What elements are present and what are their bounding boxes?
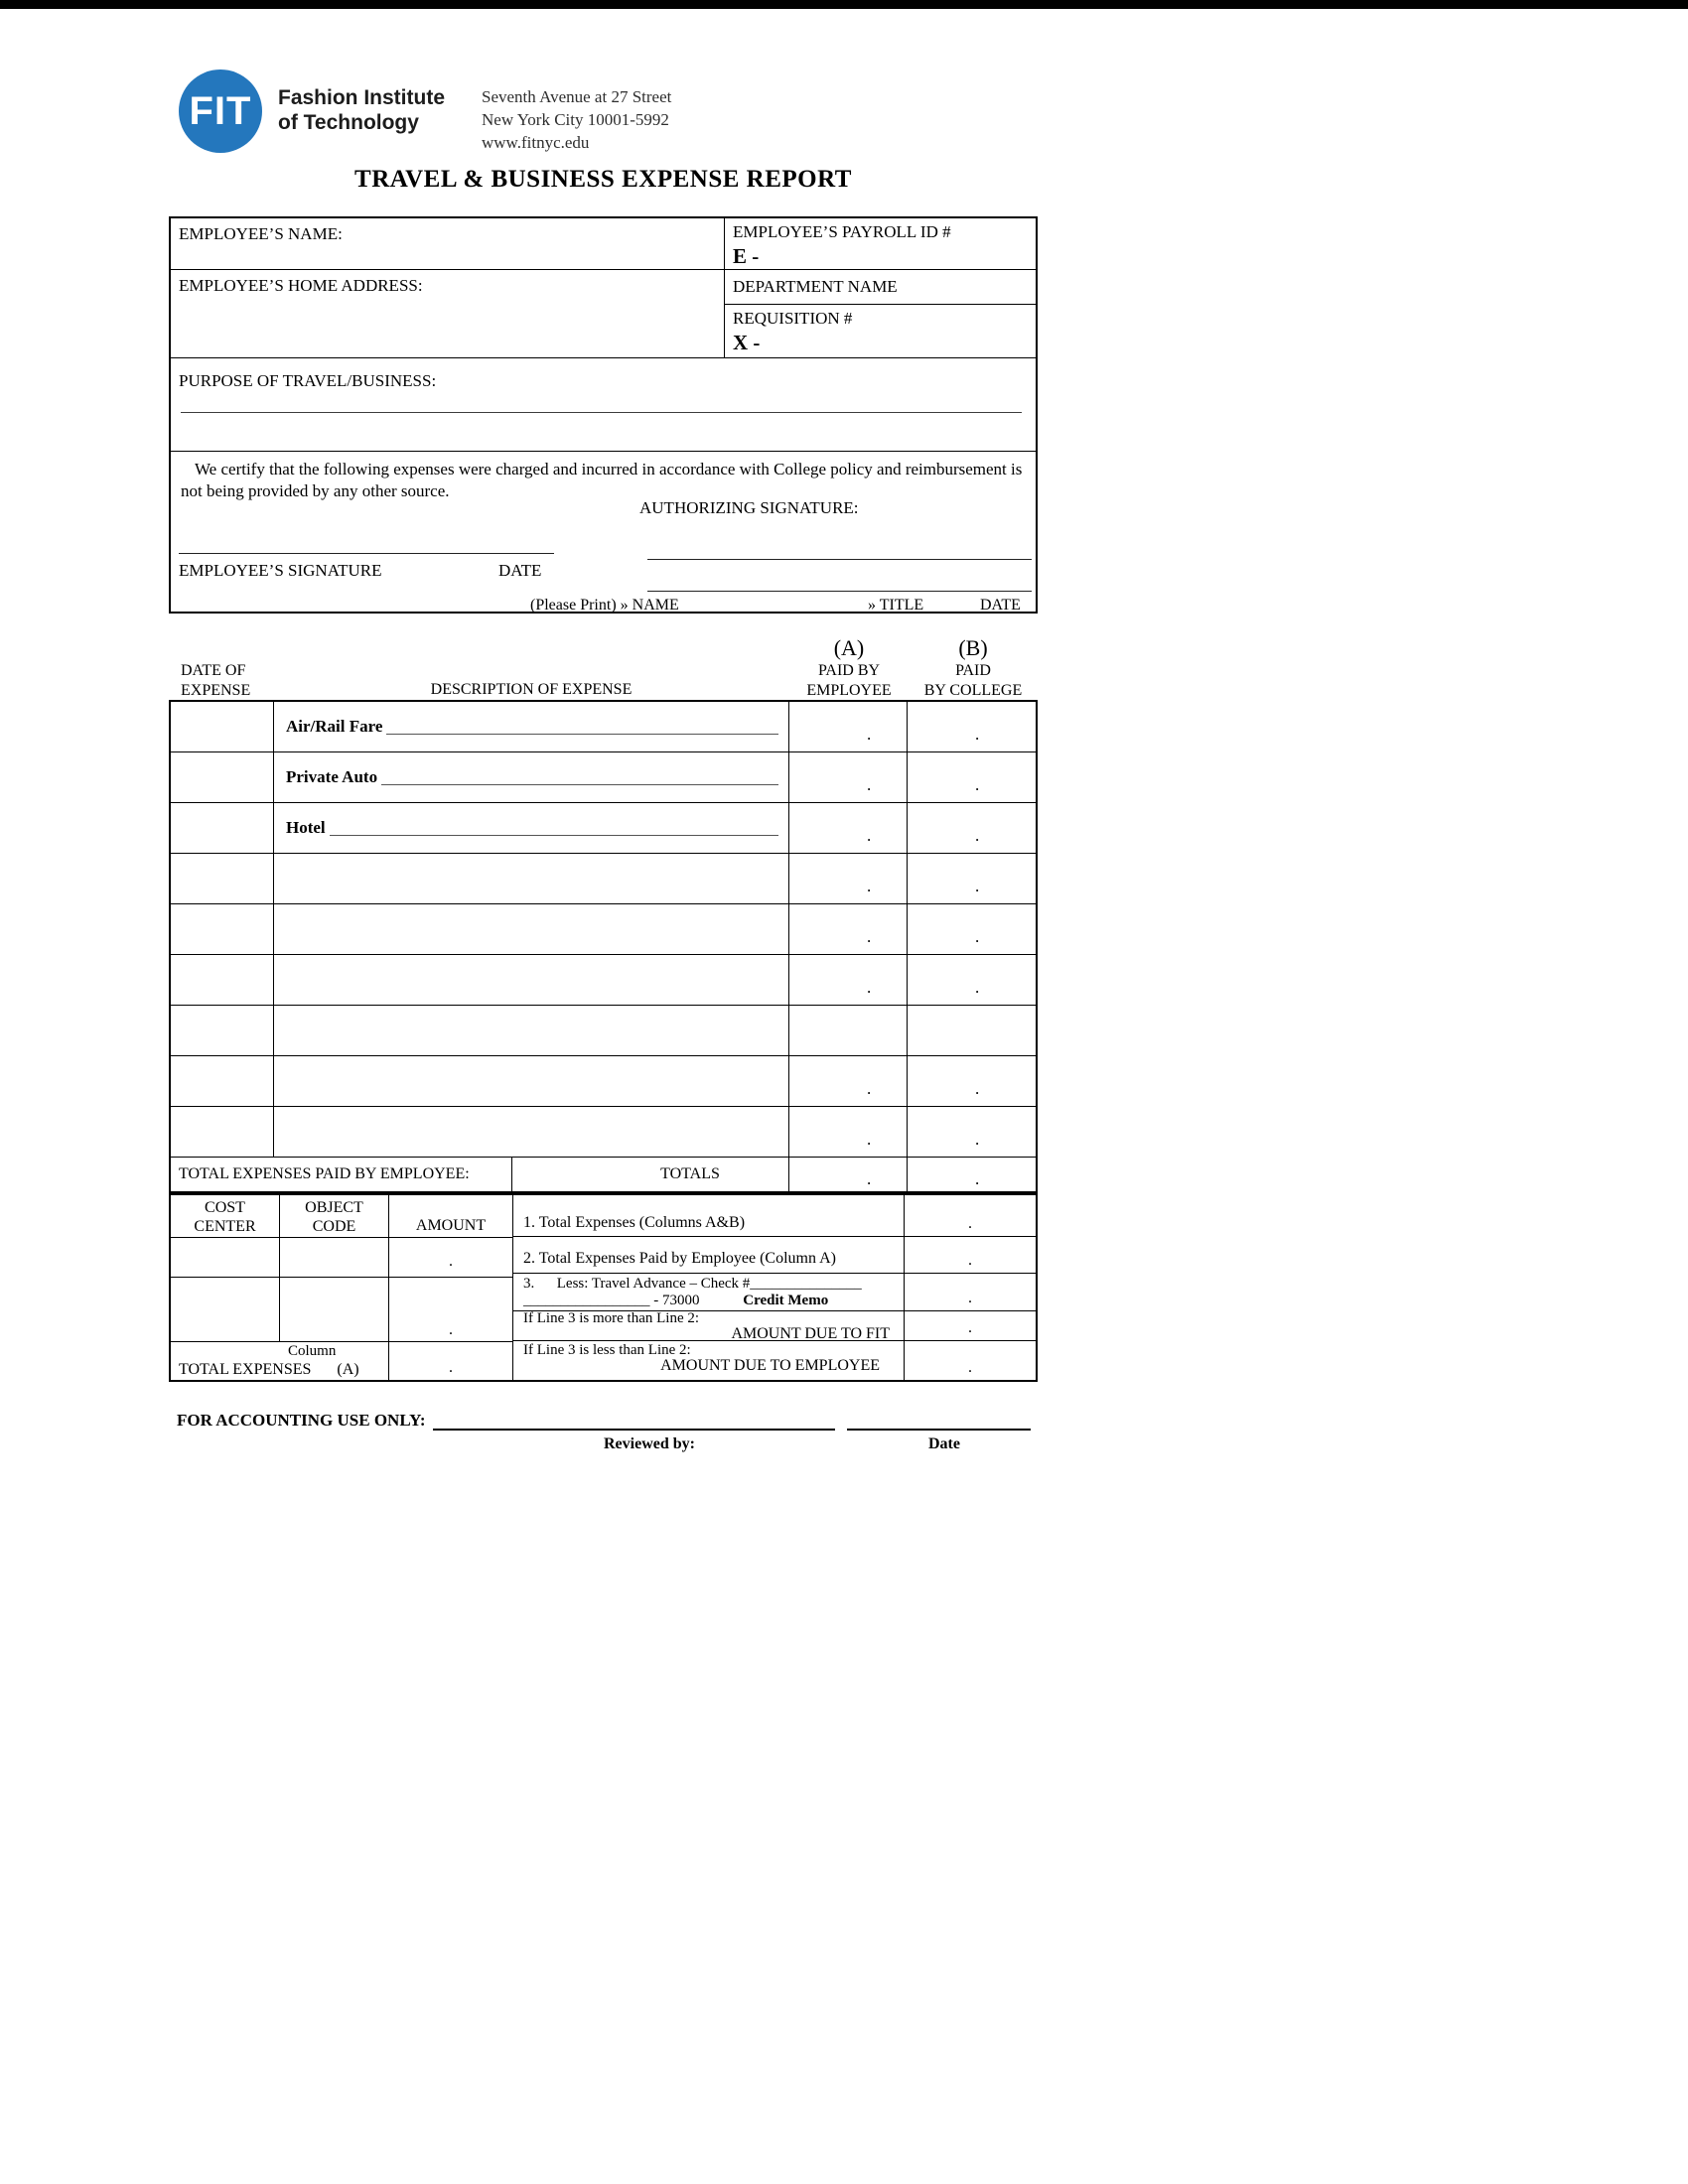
cost-center-grid xyxy=(171,1195,513,1380)
org-address xyxy=(482,85,671,154)
decimal-point: . xyxy=(867,978,872,997)
total-paid-by-employee-label: TOTAL EXPENSES PAID BY EMPLOYEE: xyxy=(171,1158,512,1191)
expense-fill-line xyxy=(381,784,778,785)
expense-label: Private Auto xyxy=(286,767,378,786)
date-of-expense-heading-line1: DATE OF xyxy=(181,662,246,679)
line-1-amount-cell xyxy=(905,1195,1036,1236)
employee-name-label: EMPLOYEE’S NAME: xyxy=(179,224,343,243)
paid-by-college-heading xyxy=(909,661,1038,701)
signature-date-label: DATE xyxy=(498,561,542,580)
cost-center-header-line2: CENTER xyxy=(194,1218,256,1235)
totals-amount-cell-b xyxy=(908,1158,1036,1191)
payroll-id-prefix: E - xyxy=(733,244,760,268)
employee-signature-label: EMPLOYEE’S SIGNATURE xyxy=(179,561,382,580)
expense-date-cell xyxy=(171,955,274,1005)
line-4-label xyxy=(513,1311,905,1340)
expense-row xyxy=(171,854,1036,904)
amount-cell-a xyxy=(789,702,908,751)
object-code-cell xyxy=(280,1278,389,1341)
line-2-label xyxy=(513,1237,905,1273)
cost-center-header-row xyxy=(171,1195,512,1238)
decimal-point: . xyxy=(449,1321,453,1338)
expense-description-cell xyxy=(274,803,789,853)
home-address-field xyxy=(171,270,724,357)
expense-fill-line xyxy=(386,734,778,735)
purpose-label: PURPOSE OF TRAVEL/BUSINESS: xyxy=(179,371,437,390)
decimal-point: . xyxy=(975,978,980,997)
decimal-point: . xyxy=(975,1169,980,1188)
amount-cell-b xyxy=(908,955,1036,1005)
amount-cell-a xyxy=(789,904,908,954)
total-expenses-text: TOTAL EXPENSES xyxy=(179,1361,312,1378)
purpose-field xyxy=(171,357,1036,451)
expense-date-cell xyxy=(171,803,274,853)
page-title: TRAVEL & BUSINESS EXPENSE REPORT xyxy=(354,166,852,193)
decimal-point: . xyxy=(975,725,980,744)
payroll-id-field xyxy=(725,218,1036,270)
employee-info-table xyxy=(169,216,1038,614)
decimal-point: . xyxy=(867,1079,872,1098)
line-1-label xyxy=(513,1195,905,1236)
description-heading: DESCRIPTION OF EXPENSE xyxy=(430,681,633,698)
amount-cell-a xyxy=(789,1006,908,1055)
expense-table xyxy=(169,700,1038,1193)
cost-center-header-line1: COST xyxy=(205,1199,245,1216)
employee-info-left-column xyxy=(171,218,725,357)
object-code-header-line1: OBJECT xyxy=(305,1199,363,1216)
line-4-condition: If Line 3 is more than Line 2: xyxy=(523,1310,700,1326)
print-name-label: (Please Print) » NAME xyxy=(530,597,679,614)
home-address-label: EMPLOYEE’S HOME ADDRESS: xyxy=(179,276,423,295)
column-a-letter: (A) xyxy=(833,635,865,660)
authorizing-signature-line xyxy=(647,559,1032,560)
line-3-amount-cell xyxy=(905,1274,1036,1310)
amount-header-label: AMOUNT xyxy=(415,1217,487,1234)
cost-center-cell xyxy=(171,1238,280,1277)
total-expenses-cell xyxy=(171,1342,389,1380)
line-5-condition: If Line 3 is less than Line 2: xyxy=(523,1342,691,1358)
paid-by-employee-heading-line2: EMPLOYEE xyxy=(806,682,892,699)
payroll-id-label: EMPLOYEE’S PAYROLL ID # xyxy=(733,222,951,241)
employee-name-field xyxy=(171,218,724,270)
requisition-field xyxy=(725,305,1036,359)
cost-center-row xyxy=(171,1278,512,1342)
expense-date-cell xyxy=(171,1006,274,1055)
org-name xyxy=(278,85,445,135)
decimal-point: . xyxy=(975,1130,980,1149)
amount-cell-b xyxy=(908,1006,1036,1055)
expense-description-cell xyxy=(274,1056,789,1106)
line-5-amount-due-employee xyxy=(513,1341,1036,1380)
fit-logo xyxy=(179,69,262,153)
totals-row xyxy=(171,1158,1036,1191)
amount-cell-a xyxy=(789,955,908,1005)
total-expenses-a-mark: (A) xyxy=(337,1361,359,1378)
expense-label: Air/Rail Fare xyxy=(286,717,383,736)
line-5-label xyxy=(513,1341,905,1380)
amount-cell xyxy=(389,1278,512,1341)
amount-cell-b xyxy=(908,1107,1036,1157)
amount-due-fit-label: AMOUNT DUE TO FIT xyxy=(731,1325,890,1342)
expense-row xyxy=(171,803,1036,854)
decimal-point: . xyxy=(968,1290,972,1306)
expense-description-cell xyxy=(274,854,789,903)
expense-description-cell xyxy=(274,1107,789,1157)
decimal-point: . xyxy=(968,1215,972,1232)
amount-cell xyxy=(389,1238,512,1277)
expense-row xyxy=(171,1107,1036,1158)
paid-by-employee-heading xyxy=(789,661,909,701)
date-of-expense-heading xyxy=(181,661,250,701)
decimal-point: . xyxy=(968,1319,972,1336)
decimal-point: . xyxy=(975,775,980,794)
amount-cell-b xyxy=(908,702,1036,751)
requisition-prefix: X - xyxy=(733,331,761,354)
expense-row xyxy=(171,955,1036,1006)
expense-description-cell xyxy=(274,702,789,751)
line-2-total-paid-employee xyxy=(513,1237,1036,1274)
employee-info-upper xyxy=(171,218,1036,357)
amount-cell-b xyxy=(908,752,1036,802)
expense-row xyxy=(171,752,1036,803)
expense-report-page xyxy=(169,0,1038,2184)
requisition-label: REQUISITION # xyxy=(733,309,853,328)
line-1-total-expenses xyxy=(513,1195,1036,1237)
review-date-label: Date xyxy=(928,1435,960,1452)
expense-fill-line xyxy=(330,835,778,836)
authorizer-date-label: DATE xyxy=(980,597,1021,614)
cost-center-cell xyxy=(171,1278,280,1341)
org-name-line2: of Technology xyxy=(278,111,419,134)
employee-info-right-column xyxy=(725,218,1036,357)
expense-row xyxy=(171,904,1036,955)
line-2-amount-cell xyxy=(905,1237,1036,1273)
org-address-url: www.fitnyc.edu xyxy=(482,133,590,152)
expense-date-cell xyxy=(171,904,274,954)
reconciliation-section xyxy=(513,1195,1036,1380)
accounting-summary-table xyxy=(169,1193,1038,1382)
expense-description-cell xyxy=(274,955,789,1005)
decimal-point: . xyxy=(867,826,872,845)
purpose-fill-line xyxy=(181,412,1022,413)
expense-date-cell xyxy=(171,854,274,903)
decimal-point: . xyxy=(867,1169,872,1188)
line-1-text: 1. Total Expenses (Columns A&B) xyxy=(523,1214,746,1231)
paid-by-college-heading-line1: PAID xyxy=(955,662,991,679)
line-3-text-2: _________________ - 73000 xyxy=(523,1293,700,1308)
authorizer-title-label: » TITLE xyxy=(868,597,924,614)
line-3-label xyxy=(513,1274,905,1310)
certification-section xyxy=(171,451,1036,612)
amount-cell-a xyxy=(789,752,908,802)
total-expenses-row xyxy=(171,1342,512,1380)
amount-cell xyxy=(389,1342,512,1380)
accounting-use-only-row xyxy=(177,1411,1031,1431)
decimal-point: . xyxy=(975,826,980,845)
column-label: Column xyxy=(288,1343,337,1359)
fit-logo-text: FIT xyxy=(189,88,252,133)
cost-center-row xyxy=(171,1238,512,1278)
amount-header xyxy=(389,1195,512,1237)
org-address-line1: Seventh Avenue at 27 Street xyxy=(482,87,672,106)
amount-cell-a xyxy=(789,1107,908,1157)
date-of-expense-heading-line2: EXPENSE xyxy=(181,682,251,699)
line-4-amount-cell xyxy=(905,1311,1036,1340)
department-field xyxy=(725,270,1036,305)
expense-row xyxy=(171,1006,1036,1056)
object-code-cell xyxy=(280,1238,389,1277)
decimal-point: . xyxy=(449,1359,453,1376)
column-b-letter: (B) xyxy=(958,635,988,660)
certification-text: We certify that the following expenses were charged and incurred in accordance with College policy and reimbursement is not being provided by any other source. xyxy=(181,460,1023,500)
org-address-line2: New York City 10001-5992 xyxy=(482,110,669,129)
decimal-point: . xyxy=(867,725,872,744)
expense-date-cell xyxy=(171,1107,274,1157)
decimal-point: . xyxy=(968,1359,972,1376)
paid-by-employee-heading-line1: PAID BY xyxy=(817,662,881,679)
expense-date-cell xyxy=(171,702,274,751)
paid-by-college-heading-line2: BY COLLEGE xyxy=(923,682,1023,699)
review-date-line xyxy=(847,1417,1031,1431)
cost-center-header xyxy=(171,1195,280,1237)
expense-row xyxy=(171,702,1036,752)
object-code-header xyxy=(280,1195,389,1237)
amount-due-employee-label: AMOUNT DUE TO EMPLOYEE xyxy=(660,1357,880,1374)
expense-description-cell xyxy=(274,752,789,802)
decimal-point: . xyxy=(975,1079,980,1098)
amount-cell-b xyxy=(908,1056,1036,1106)
amount-cell-a xyxy=(789,803,908,853)
expense-date-cell xyxy=(171,1056,274,1106)
line-4-amount-due-fit xyxy=(513,1311,1036,1341)
amount-cell-a xyxy=(789,854,908,903)
decimal-point: . xyxy=(867,775,872,794)
amount-cell-b xyxy=(908,904,1036,954)
department-label: DEPARTMENT NAME xyxy=(733,277,898,296)
decimal-point: . xyxy=(867,877,872,895)
decimal-point: . xyxy=(867,927,872,946)
decimal-point: . xyxy=(449,1252,453,1270)
decimal-point: . xyxy=(867,1130,872,1149)
decimal-point: . xyxy=(975,927,980,946)
expense-row xyxy=(171,1056,1036,1107)
expense-description-cell xyxy=(274,904,789,954)
authorizing-signature-label: AUTHORIZING SIGNATURE: xyxy=(639,498,859,517)
object-code-header-line2: CODE xyxy=(312,1218,356,1235)
line-3-text-1: 3. Less: Travel Advance – Check #_______________ xyxy=(523,1276,862,1292)
line-3-travel-advance xyxy=(513,1274,1036,1311)
expense-table-headings xyxy=(169,635,1038,700)
amount-cell-b xyxy=(908,803,1036,853)
amount-cell-a xyxy=(789,1056,908,1106)
reviewed-by-line xyxy=(433,1417,835,1431)
line-5-amount-cell xyxy=(905,1341,1036,1380)
total-expenses-a-label xyxy=(171,1361,388,1379)
totals-amount-cell-a xyxy=(789,1158,908,1191)
line-2-text: 2. Total Expenses Paid by Employee (Column A) xyxy=(523,1250,836,1267)
expense-description-cell xyxy=(274,1006,789,1055)
decimal-point: . xyxy=(968,1252,972,1269)
expense-label: Hotel xyxy=(286,818,326,837)
accounting-use-label: FOR ACCOUNTING USE ONLY: xyxy=(177,1411,426,1430)
decimal-point: . xyxy=(975,877,980,895)
print-name-line xyxy=(647,591,1032,592)
amount-cell-b xyxy=(908,854,1036,903)
expense-date-cell xyxy=(171,752,274,802)
credit-memo-label: Credit Memo xyxy=(743,1293,829,1308)
employee-signature-line xyxy=(179,553,554,554)
reviewed-by-label: Reviewed by: xyxy=(604,1435,695,1452)
org-name-line1: Fashion Institute xyxy=(278,86,445,109)
totals-label: TOTALS xyxy=(512,1158,789,1191)
letterhead xyxy=(179,69,1038,164)
